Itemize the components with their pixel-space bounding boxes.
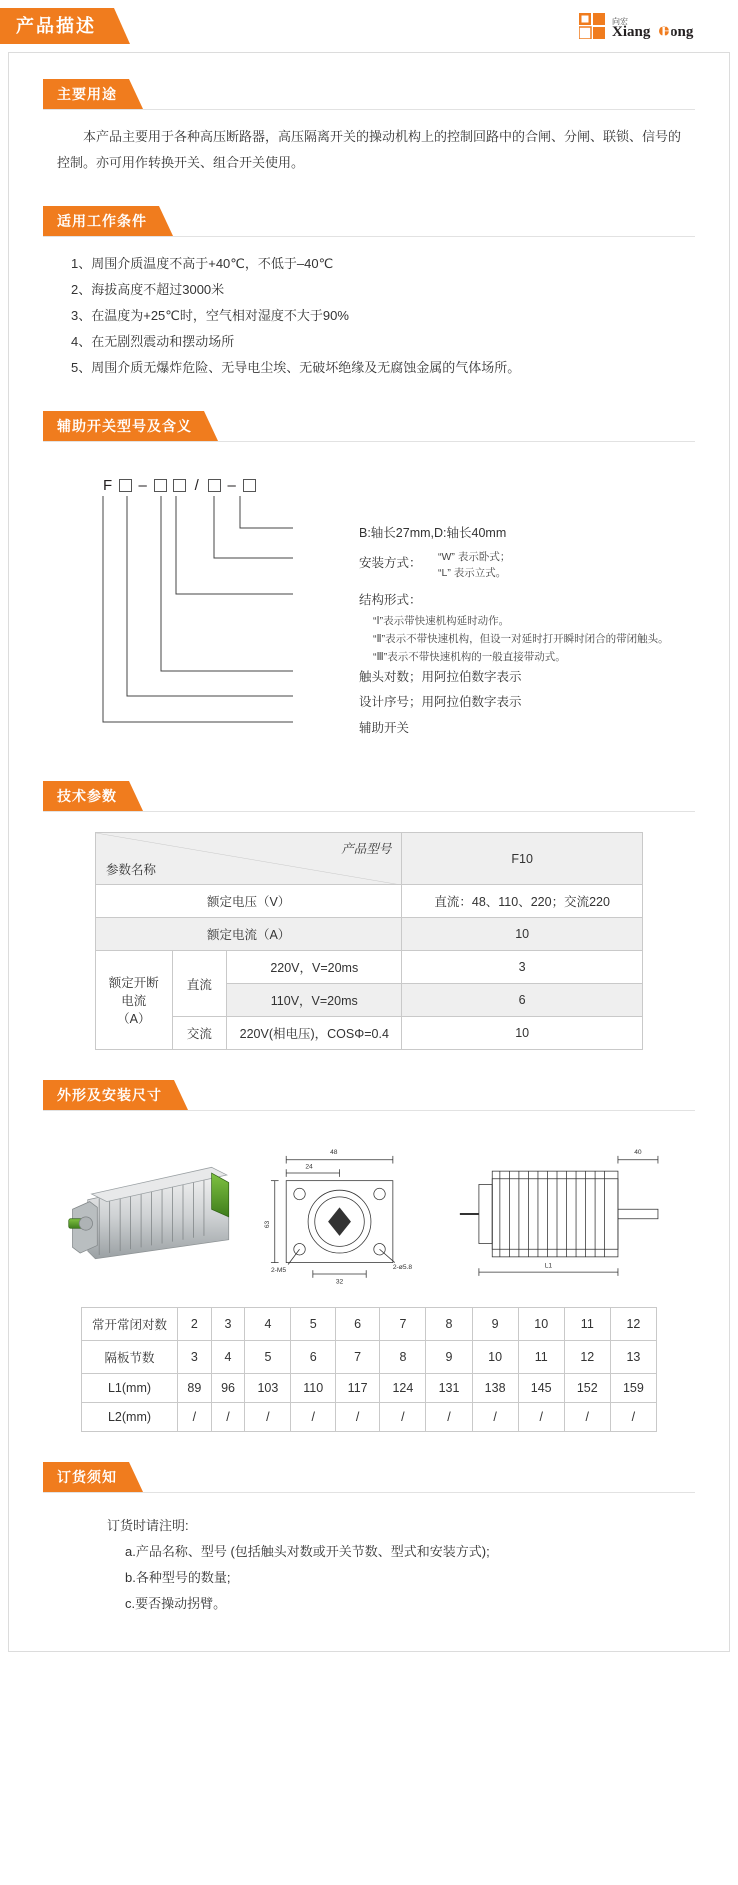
order-line: c.要否操动拐臂。 bbox=[125, 1596, 227, 1611]
legend-sub: “Ⅰ”表示带快速机构延时动作。 bbox=[373, 615, 510, 627]
spacer bbox=[9, 1432, 729, 1462]
section-conditions-heading: 适用工作条件 bbox=[43, 206, 159, 236]
legend-sub: “Ⅱ”表示不带快速机构，但设一对延时打开瞬时闭合的带闭触头。 bbox=[373, 633, 669, 645]
table-cell: 131 bbox=[426, 1374, 472, 1403]
section-tech-header bbox=[43, 781, 695, 812]
section-purpose-body bbox=[43, 124, 695, 176]
legend-item: 触头对数；用阿拉伯数字表示 bbox=[359, 670, 522, 684]
legend-item: B:轴长27mm,D:轴长40mm bbox=[359, 526, 507, 540]
legend-sub: “L” 表示立式。 bbox=[438, 567, 507, 579]
table-cell: / bbox=[610, 1403, 656, 1432]
table-cell: 5 bbox=[291, 1308, 335, 1341]
table-row bbox=[96, 1017, 643, 1050]
order-line: 订货时请注明: bbox=[107, 1518, 189, 1533]
table-cell: / bbox=[335, 1403, 379, 1432]
tech-corner-bottom-label: 参数名称 bbox=[106, 863, 157, 877]
table-cell: / bbox=[472, 1403, 518, 1432]
side-view-drawing bbox=[437, 1139, 675, 1289]
spacer bbox=[9, 176, 729, 206]
tech-row-label: 额定电压（V） bbox=[96, 885, 402, 918]
dim-label-2x558: 2-ø5.8 bbox=[392, 1264, 413, 1272]
content-panel bbox=[8, 52, 730, 1652]
section-order-heading: 订货须知 bbox=[43, 1462, 129, 1492]
table-row bbox=[82, 1403, 657, 1432]
legend-item: 安装方式： bbox=[359, 556, 422, 570]
model-legend-list bbox=[43, 501, 695, 751]
table-cell: 13 bbox=[610, 1341, 656, 1374]
legend-sub: “W” 表示卧式； bbox=[438, 551, 511, 563]
svg-text:向宏: 向宏 bbox=[612, 17, 628, 26]
tech-ac-label: 交流 bbox=[172, 1017, 227, 1050]
section-dimensions-heading-slant bbox=[174, 1080, 188, 1110]
table-cell: / bbox=[518, 1403, 564, 1432]
table-row bbox=[82, 1308, 657, 1341]
dimension-table-wrap bbox=[43, 1289, 695, 1432]
dim-label-2m5: 2-M5 bbox=[270, 1267, 287, 1275]
section-dimensions-heading: 外形及安装尺寸 bbox=[43, 1080, 174, 1110]
table-cell: 4 bbox=[245, 1308, 291, 1341]
section-model-header bbox=[43, 411, 695, 442]
spacer bbox=[9, 751, 729, 781]
tech-dc-label: 直流 bbox=[172, 951, 227, 1017]
tech-condition: 220V，V=20ms bbox=[227, 951, 402, 984]
tech-model-name: F10 bbox=[402, 833, 643, 885]
model-code-diagram bbox=[43, 456, 695, 751]
spacer bbox=[9, 381, 729, 411]
table-cell: 159 bbox=[610, 1374, 656, 1403]
table-row bbox=[82, 1374, 657, 1403]
order-line: b.各种型号的数量; bbox=[125, 1570, 231, 1585]
dim-label-32: 32 bbox=[335, 1278, 344, 1286]
section-purpose bbox=[9, 79, 729, 176]
table-cell: 89 bbox=[178, 1374, 212, 1403]
table-cell: 11 bbox=[518, 1341, 564, 1374]
section-tech-heading-slant bbox=[129, 781, 143, 811]
table-cell: 10 bbox=[472, 1341, 518, 1374]
svg-text:Xiang: Xiang bbox=[612, 24, 651, 39]
code-box-1 bbox=[119, 479, 132, 492]
table-cell: 2 bbox=[178, 1308, 212, 1341]
table-cell: 10 bbox=[518, 1308, 564, 1341]
table-cell: 110 bbox=[291, 1374, 335, 1403]
section-order-heading-slant bbox=[129, 1462, 143, 1492]
dim-row-label: 常开常闭对数 bbox=[82, 1308, 178, 1341]
table-cell: 5 bbox=[245, 1341, 291, 1374]
brand-wordmark bbox=[612, 13, 724, 39]
order-line: a.产品名称、型号 (包括触头对数或开关节数、型式和安装方式); bbox=[125, 1544, 490, 1559]
legend-sub: “Ⅲ”表示不带快速机构的一般直接带动式。 bbox=[373, 651, 566, 663]
table-row bbox=[96, 951, 643, 984]
section-purpose-heading: 主要用途 bbox=[43, 79, 129, 109]
code-dash-2: – bbox=[227, 476, 237, 494]
tech-breaking-label-line1: 额定开断 bbox=[108, 976, 159, 990]
table-cell: 103 bbox=[245, 1374, 291, 1403]
tech-condition: 110V，V=20ms bbox=[227, 984, 402, 1017]
page-title: 产品描述 bbox=[0, 8, 114, 44]
condition-item: 1、周围介质温度不高于+40℃，不低于–40℃ bbox=[71, 256, 334, 271]
section-model-code bbox=[9, 411, 729, 751]
tech-parameters-table bbox=[95, 832, 643, 1050]
tech-row-value: 10 bbox=[402, 918, 643, 951]
tech-value: 10 bbox=[402, 1017, 643, 1050]
condition-item: 3、在温度为+25℃时，空气相对湿度不大于90% bbox=[71, 308, 349, 323]
table-cell: 6 bbox=[291, 1341, 335, 1374]
svg-text:ong: ong bbox=[670, 24, 694, 39]
section-order bbox=[9, 1462, 729, 1617]
dim-row-label: L1(mm) bbox=[82, 1374, 178, 1403]
section-dimensions-header bbox=[43, 1080, 695, 1111]
section-conditions-heading-slant bbox=[159, 206, 173, 236]
table-cell: 12 bbox=[610, 1308, 656, 1341]
table-cell: 4 bbox=[211, 1341, 245, 1374]
table-row bbox=[96, 885, 643, 918]
table-cell: 11 bbox=[564, 1308, 610, 1341]
table-cell: 145 bbox=[518, 1374, 564, 1403]
section-tech-heading: 技术参数 bbox=[43, 781, 129, 811]
tech-value: 3 bbox=[402, 951, 643, 984]
table-row bbox=[96, 918, 643, 951]
legend-item: 设计序号；用阿拉伯数字表示 bbox=[359, 695, 522, 709]
page-title-banner bbox=[0, 8, 130, 44]
dimension-table bbox=[81, 1307, 657, 1432]
table-row bbox=[82, 1341, 657, 1374]
section-order-body bbox=[43, 1507, 695, 1617]
table-cell: 9 bbox=[426, 1341, 472, 1374]
code-box-2 bbox=[154, 479, 167, 492]
table-cell: / bbox=[178, 1403, 212, 1432]
condition-item: 4、在无剧烈震动和摆动场所 bbox=[71, 334, 235, 349]
table-cell: 138 bbox=[472, 1374, 518, 1403]
section-order-header bbox=[43, 1462, 695, 1493]
table-cell: 6 bbox=[335, 1308, 379, 1341]
tech-breaking-label-line3: （A） bbox=[117, 1012, 151, 1026]
front-view-drawing bbox=[250, 1139, 431, 1289]
table-cell: 152 bbox=[564, 1374, 610, 1403]
legend-item: 结构形式： bbox=[359, 593, 422, 607]
table-row bbox=[96, 833, 643, 885]
section-model-heading: 辅助开关型号及含义 bbox=[43, 411, 204, 441]
tech-breaking-label bbox=[96, 951, 173, 1050]
spacer bbox=[9, 1050, 729, 1080]
tech-row-value: 直流：48、110、220；交流220 bbox=[402, 885, 643, 918]
tech-table-wrap bbox=[43, 826, 695, 1050]
svg-text:H: H bbox=[661, 24, 673, 39]
brand-logo bbox=[579, 13, 724, 39]
dim-label-63: 63 bbox=[264, 1220, 272, 1229]
tech-row-label: 额定电流（A） bbox=[96, 918, 402, 951]
table-cell: / bbox=[245, 1403, 291, 1432]
section-conditions-header bbox=[43, 206, 695, 237]
tech-condition: 220V(相电压)，COSΦ=0.4 bbox=[227, 1017, 402, 1050]
section-model-heading-slant bbox=[204, 411, 218, 441]
condition-item: 5、周围介质无爆炸危险、无导电尘埃、无破坏绝缘及无腐蚀金属的气体场所。 bbox=[71, 360, 521, 375]
dim-row-label: L2(mm) bbox=[82, 1403, 178, 1432]
product-photo bbox=[63, 1139, 244, 1289]
dim-label-48: 48 bbox=[330, 1148, 338, 1156]
table-cell: 12 bbox=[564, 1341, 610, 1374]
section-conditions-body bbox=[43, 251, 695, 381]
page-header bbox=[0, 0, 738, 52]
dim-label-40: 40 bbox=[634, 1149, 642, 1157]
code-prefix: F bbox=[103, 476, 114, 494]
dim-row-label: 隔板节数 bbox=[82, 1341, 178, 1374]
code-box-4 bbox=[208, 479, 221, 492]
table-cell: 96 bbox=[211, 1374, 245, 1403]
dimension-figures bbox=[43, 1125, 695, 1289]
table-cell: / bbox=[564, 1403, 610, 1432]
section-purpose-header bbox=[43, 79, 695, 110]
table-cell: 3 bbox=[178, 1341, 212, 1374]
table-cell: / bbox=[291, 1403, 335, 1432]
purpose-text: 本产品主要用于各种高压断路器，高压隔离开关的操动机构上的控制回路中的合闸、分闸、联锁、信号的控制。亦可用作转换开关、组合开关使用。 bbox=[57, 129, 682, 170]
code-box-5 bbox=[243, 479, 256, 492]
section-conditions bbox=[9, 206, 729, 381]
tech-corner-cell bbox=[96, 833, 402, 885]
dim-label-24: 24 bbox=[305, 1163, 313, 1171]
table-cell: 3 bbox=[211, 1308, 245, 1341]
table-cell: 8 bbox=[426, 1308, 472, 1341]
legend-item: 辅助开关 bbox=[359, 721, 410, 735]
tech-value: 6 bbox=[402, 984, 643, 1017]
code-slash: / bbox=[194, 476, 200, 494]
tech-breaking-label-line2: 电流 bbox=[121, 994, 147, 1008]
code-box-3 bbox=[173, 479, 186, 492]
table-cell: 124 bbox=[380, 1374, 426, 1403]
section-tech bbox=[9, 781, 729, 1050]
table-cell: 9 bbox=[472, 1308, 518, 1341]
table-cell: 7 bbox=[335, 1341, 379, 1374]
checker-square-icon bbox=[579, 13, 605, 39]
table-cell: 8 bbox=[380, 1341, 426, 1374]
title-banner-slant bbox=[114, 8, 130, 44]
code-dash-1: – bbox=[138, 476, 148, 494]
table-cell: / bbox=[211, 1403, 245, 1432]
table-cell: 117 bbox=[335, 1374, 379, 1403]
tech-corner-top-label: 产品型号 bbox=[341, 842, 392, 856]
section-dimensions bbox=[9, 1080, 729, 1432]
table-cell: / bbox=[426, 1403, 472, 1432]
table-cell: / bbox=[380, 1403, 426, 1432]
model-code-string bbox=[43, 474, 695, 496]
condition-item: 2、海拔高度不超过3000米 bbox=[71, 282, 225, 297]
table-cell: 7 bbox=[380, 1308, 426, 1341]
dim-label-L1: L1 bbox=[544, 1262, 553, 1270]
section-purpose-heading-slant bbox=[129, 79, 143, 109]
